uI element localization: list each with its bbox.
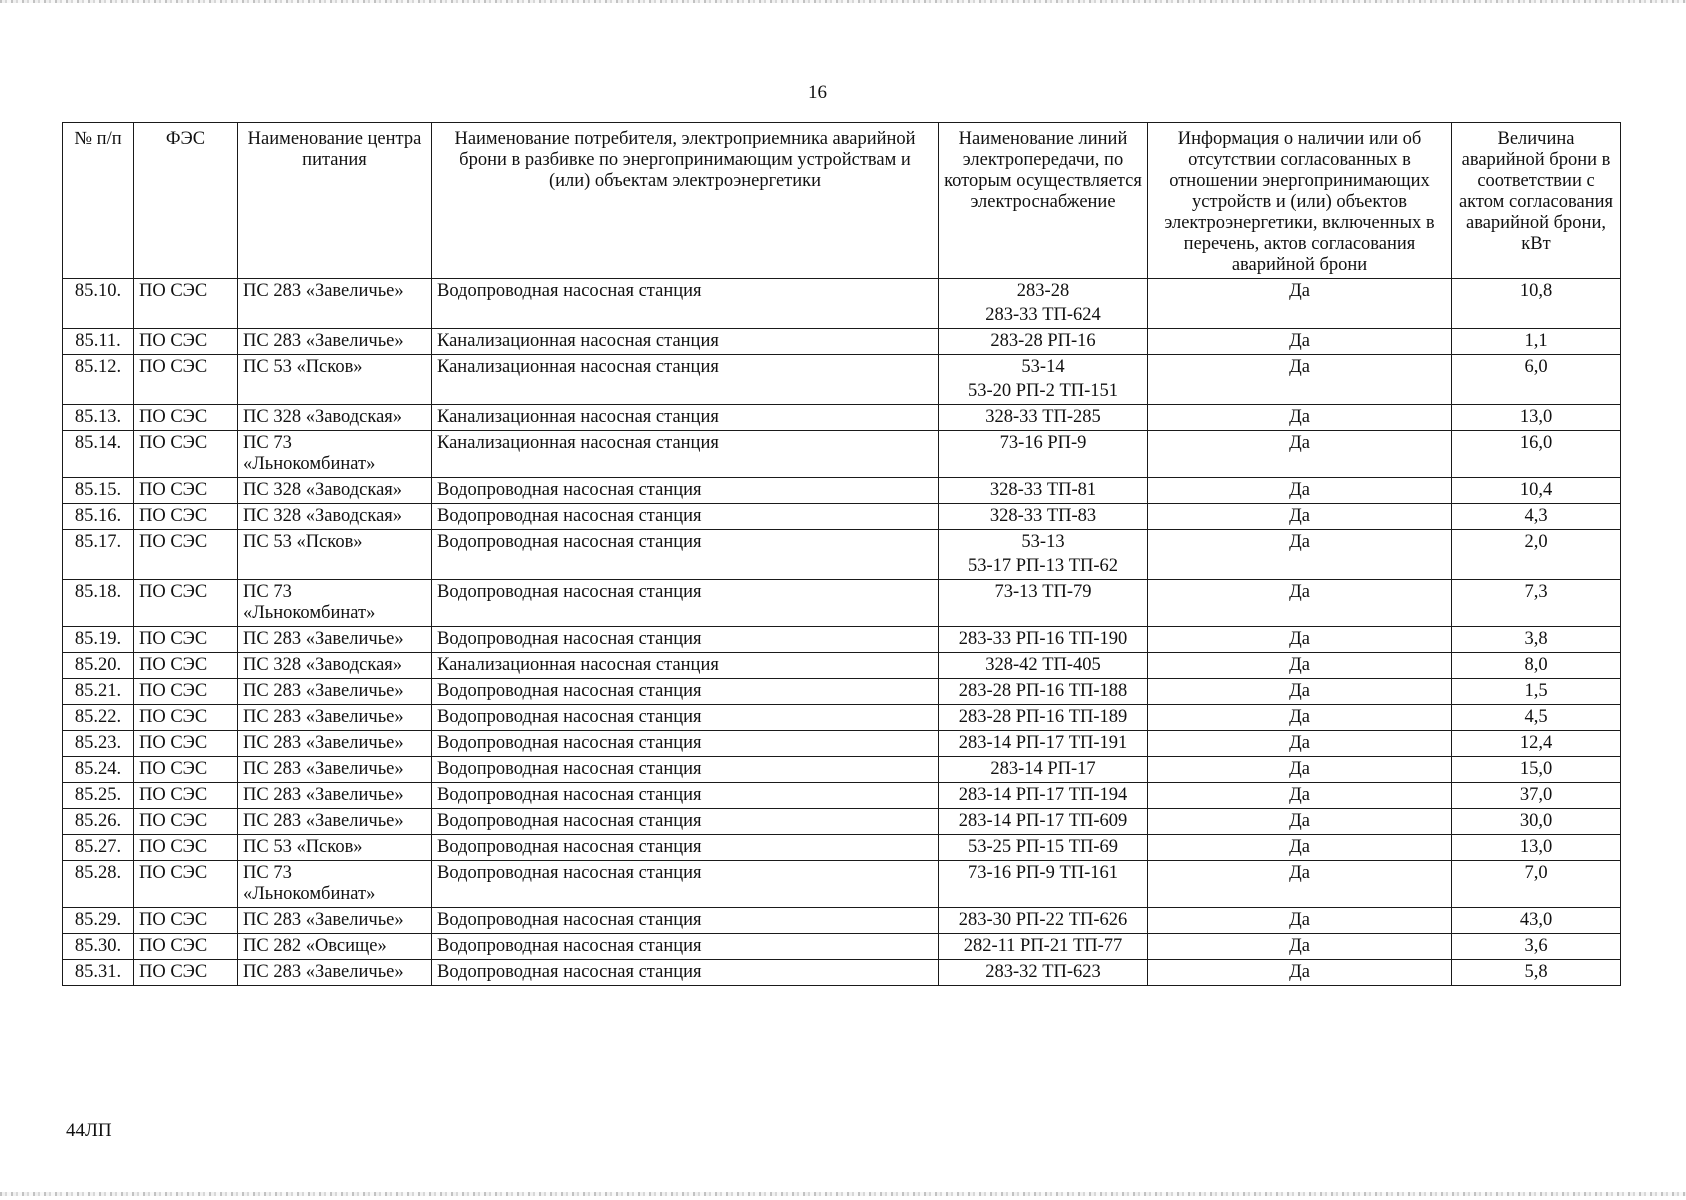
table-row <box>63 279 1621 329</box>
cell-reserve-kw: 2,0 <box>1452 530 1621 580</box>
table-body <box>63 279 1621 986</box>
cell-fes: ПО СЭС <box>134 355 238 405</box>
cell-power-center: ПС 283 «Завеличье» <box>238 960 432 986</box>
cell-reserve-kw: 12,4 <box>1452 731 1621 757</box>
table-row <box>63 504 1621 530</box>
cell-lines <box>939 934 1148 960</box>
cell-fes: ПО СЭС <box>134 431 238 478</box>
cell-consumer: Водопроводная насосная станция <box>432 960 939 986</box>
cell-agreement-info: Да <box>1148 835 1452 861</box>
header-center: Наименование центра питания <box>238 123 432 279</box>
cell-agreement-info: Да <box>1148 934 1452 960</box>
cell-power-center: ПС 283 «Завеличье» <box>238 679 432 705</box>
cell-fes: ПО СЭС <box>134 627 238 653</box>
line-item: 328-33 ТП-81 <box>989 480 1097 500</box>
cell-number: 85.30. <box>63 934 134 960</box>
cell-lines <box>939 705 1148 731</box>
cell-reserve-kw: 3,8 <box>1452 627 1621 653</box>
cell-consumer: Канализационная насосная станция <box>432 405 939 431</box>
cell-consumer: Водопроводная насосная станция <box>432 783 939 809</box>
cell-power-center: ПС 328 «Заводская» <box>238 478 432 504</box>
cell-power-center: ПС 328 «Заводская» <box>238 653 432 679</box>
cell-fes: ПО СЭС <box>134 757 238 783</box>
page-number: 16 <box>808 82 827 103</box>
cell-reserve-kw: 3,6 <box>1452 934 1621 960</box>
cell-agreement-info: Да <box>1148 960 1452 986</box>
cell-lines <box>939 809 1148 835</box>
cell-consumer: Водопроводная насосная станция <box>432 679 939 705</box>
cell-fes: ПО СЭС <box>134 279 238 329</box>
line-item: 53-20 РП-2 ТП-151 <box>967 381 1119 401</box>
cell-lines <box>939 504 1148 530</box>
cell-power-center: ПС 283 «Завеличье» <box>238 279 432 329</box>
cell-agreement-info: Да <box>1148 908 1452 934</box>
document-code: 44ЛП <box>66 1120 112 1141</box>
line-item: 282-11 РП-21 ТП-77 <box>963 936 1123 956</box>
table-row <box>63 908 1621 934</box>
cell-power-center: ПС 73 «Льнокомбинат» <box>238 580 432 627</box>
cell-consumer: Водопроводная насосная станция <box>432 478 939 504</box>
cell-reserve-kw: 8,0 <box>1452 653 1621 679</box>
line-item: 53-17 РП-13 ТП-62 <box>967 556 1119 576</box>
table-row <box>63 783 1621 809</box>
cell-agreement-info: Да <box>1148 478 1452 504</box>
cell-lines <box>939 279 1148 329</box>
table-row <box>63 861 1621 908</box>
line-item: 283-30 РП-22 ТП-626 <box>958 910 1128 930</box>
cell-agreement-info: Да <box>1148 405 1452 431</box>
header-fes: ФЭС <box>134 123 238 279</box>
table-row <box>63 580 1621 627</box>
cell-reserve-kw: 13,0 <box>1452 835 1621 861</box>
cell-reserve-kw: 4,3 <box>1452 504 1621 530</box>
cell-lines <box>939 627 1148 653</box>
cell-fes: ПО СЭС <box>134 783 238 809</box>
line-item: 283-28 <box>1016 281 1070 301</box>
cell-consumer: Водопроводная насосная станция <box>432 908 939 934</box>
cell-reserve-kw: 30,0 <box>1452 809 1621 835</box>
cell-agreement-info: Да <box>1148 783 1452 809</box>
table-row <box>63 405 1621 431</box>
cell-agreement-info: Да <box>1148 329 1452 355</box>
scan-edge-top <box>0 0 1686 3</box>
cell-power-center: ПС 328 «Заводская» <box>238 405 432 431</box>
cell-number: 85.26. <box>63 809 134 835</box>
cell-lines <box>939 783 1148 809</box>
line-item: 53-25 РП-15 ТП-69 <box>967 837 1119 857</box>
cell-power-center: ПС 73 «Льнокомбинат» <box>238 431 432 478</box>
table-row <box>63 355 1621 405</box>
cell-number: 85.13. <box>63 405 134 431</box>
cell-consumer: Водопроводная насосная станция <box>432 809 939 835</box>
cell-consumer: Водопроводная насосная станция <box>432 627 939 653</box>
header-lines: Наименование линий электропередачи, по которым осуществляется электроснабжение <box>939 123 1148 279</box>
cell-number: 85.12. <box>63 355 134 405</box>
line-item: 328-33 ТП-285 <box>985 407 1101 427</box>
table-row <box>63 757 1621 783</box>
table-row <box>63 679 1621 705</box>
cell-number: 85.11. <box>63 329 134 355</box>
cell-number: 85.10. <box>63 279 134 329</box>
cell-power-center: ПС 283 «Завеличье» <box>238 783 432 809</box>
cell-agreement-info: Да <box>1148 355 1452 405</box>
cell-reserve-kw: 1,5 <box>1452 679 1621 705</box>
cell-fes: ПО СЭС <box>134 653 238 679</box>
cell-agreement-info: Да <box>1148 431 1452 478</box>
cell-power-center: ПС 328 «Заводская» <box>238 504 432 530</box>
header-consumer: Наименование потребителя, электроприемника аварийной брони в разбивке по энергопринимающим устройствам и (или) объектам электроэнергетики <box>432 123 939 279</box>
cell-lines <box>939 478 1148 504</box>
header-info: Информация о наличии или об отсутствии согласованных в отношении энергопринимающих устройств и (или) объектов электроэнергетики, включенных в перечень, актов согласования аварийной брони <box>1148 123 1452 279</box>
cell-consumer: Водопроводная насосная станция <box>432 580 939 627</box>
cell-number: 85.29. <box>63 908 134 934</box>
cell-lines <box>939 405 1148 431</box>
cell-number: 85.18. <box>63 580 134 627</box>
cell-lines <box>939 530 1148 580</box>
cell-fes: ПО СЭС <box>134 329 238 355</box>
header-row <box>63 123 1621 279</box>
table-row <box>63 705 1621 731</box>
cell-reserve-kw: 6,0 <box>1452 355 1621 405</box>
cell-number: 85.14. <box>63 431 134 478</box>
cell-reserve-kw: 43,0 <box>1452 908 1621 934</box>
cell-number: 85.23. <box>63 731 134 757</box>
cell-number: 85.16. <box>63 504 134 530</box>
cell-agreement-info: Да <box>1148 279 1452 329</box>
line-item: 73-16 РП-9 <box>999 433 1087 453</box>
cell-consumer: Канализационная насосная станция <box>432 431 939 478</box>
cell-agreement-info: Да <box>1148 627 1452 653</box>
cell-reserve-kw: 1,1 <box>1452 329 1621 355</box>
cell-lines <box>939 653 1148 679</box>
cell-lines <box>939 329 1148 355</box>
cell-lines <box>939 861 1148 908</box>
cell-power-center: ПС 283 «Завеличье» <box>238 329 432 355</box>
line-item: 73-13 ТП-79 <box>994 582 1092 602</box>
cell-fes: ПО СЭС <box>134 731 238 757</box>
cell-number: 85.27. <box>63 835 134 861</box>
cell-fes: ПО СЭС <box>134 478 238 504</box>
cell-lines <box>939 960 1148 986</box>
line-item: 283-28 РП-16 ТП-189 <box>958 707 1128 727</box>
cell-consumer: Водопроводная насосная станция <box>432 731 939 757</box>
cell-lines <box>939 757 1148 783</box>
cell-fes: ПО СЭС <box>134 960 238 986</box>
cell-power-center: ПС 283 «Завеличье» <box>238 757 432 783</box>
table-row <box>63 627 1621 653</box>
line-item: 283-14 РП-17 <box>990 759 1096 779</box>
line-item: 53-13 <box>1021 532 1065 552</box>
cell-power-center: ПС 53 «Псков» <box>238 835 432 861</box>
cell-power-center: ПС 73 «Льнокомбинат» <box>238 861 432 908</box>
cell-power-center: ПС 283 «Завеличье» <box>238 908 432 934</box>
cell-reserve-kw: 10,8 <box>1452 279 1621 329</box>
cell-consumer: Водопроводная насосная станция <box>432 279 939 329</box>
cell-number: 85.22. <box>63 705 134 731</box>
table-row <box>63 431 1621 478</box>
table-row <box>63 530 1621 580</box>
line-item: 283-14 РП-17 ТП-194 <box>958 785 1128 805</box>
line-item: 53-14 <box>1021 357 1065 377</box>
cell-agreement-info: Да <box>1148 580 1452 627</box>
cell-number: 85.28. <box>63 861 134 908</box>
table-row <box>63 329 1621 355</box>
cell-power-center: ПС 53 «Псков» <box>238 530 432 580</box>
cell-agreement-info: Да <box>1148 861 1452 908</box>
cell-fes: ПО СЭС <box>134 934 238 960</box>
cell-fes: ПО СЭС <box>134 530 238 580</box>
cell-consumer: Водопроводная насосная станция <box>432 835 939 861</box>
cell-number: 85.21. <box>63 679 134 705</box>
line-item: 73-16 РП-9 ТП-161 <box>967 863 1119 883</box>
cell-number: 85.19. <box>63 627 134 653</box>
table-row <box>63 478 1621 504</box>
table-header <box>63 123 1621 279</box>
cell-consumer: Канализационная насосная станция <box>432 355 939 405</box>
cell-power-center: ПС 283 «Завеличье» <box>238 705 432 731</box>
cell-agreement-info: Да <box>1148 530 1452 580</box>
scan-edge-bottom <box>0 1192 1686 1196</box>
cell-fes: ПО СЭС <box>134 705 238 731</box>
emergency-reserve-table <box>62 122 1621 986</box>
line-item: 283-32 ТП-623 <box>985 962 1101 982</box>
header-kw: Величина аварийной брони в соответствии с актом согласования аварийной брони, кВт <box>1452 123 1621 279</box>
cell-consumer: Водопроводная насосная станция <box>432 530 939 580</box>
cell-number: 85.31. <box>63 960 134 986</box>
line-item: 328-42 ТП-405 <box>985 655 1101 675</box>
cell-power-center: ПС 283 «Завеличье» <box>238 627 432 653</box>
cell-agreement-info: Да <box>1148 809 1452 835</box>
cell-reserve-kw: 7,0 <box>1452 861 1621 908</box>
cell-consumer: Водопроводная насосная станция <box>432 861 939 908</box>
cell-agreement-info: Да <box>1148 705 1452 731</box>
cell-number: 85.15. <box>63 478 134 504</box>
line-item: 283-28 РП-16 <box>990 331 1096 351</box>
cell-power-center: ПС 283 «Завеличье» <box>238 809 432 835</box>
cell-reserve-kw: 16,0 <box>1452 431 1621 478</box>
cell-power-center: ПС 53 «Псков» <box>238 355 432 405</box>
table-row <box>63 809 1621 835</box>
line-item: 328-33 ТП-83 <box>989 506 1097 526</box>
table-row <box>63 731 1621 757</box>
cell-agreement-info: Да <box>1148 679 1452 705</box>
cell-number: 85.25. <box>63 783 134 809</box>
cell-agreement-info: Да <box>1148 653 1452 679</box>
cell-agreement-info: Да <box>1148 757 1452 783</box>
cell-fes: ПО СЭС <box>134 679 238 705</box>
cell-fes: ПО СЭС <box>134 504 238 530</box>
cell-number: 85.24. <box>63 757 134 783</box>
cell-fes: ПО СЭС <box>134 580 238 627</box>
table-row <box>63 960 1621 986</box>
cell-lines <box>939 908 1148 934</box>
cell-consumer: Канализационная насосная станция <box>432 329 939 355</box>
cell-power-center: ПС 283 «Завеличье» <box>238 731 432 757</box>
cell-power-center: ПС 282 «Овсище» <box>238 934 432 960</box>
cell-number: 85.20. <box>63 653 134 679</box>
line-item: 283-28 РП-16 ТП-188 <box>958 681 1128 701</box>
cell-lines <box>939 731 1148 757</box>
header-no: № п/п <box>63 123 134 279</box>
cell-consumer: Водопроводная насосная станция <box>432 757 939 783</box>
cell-reserve-kw: 5,8 <box>1452 960 1621 986</box>
cell-fes: ПО СЭС <box>134 861 238 908</box>
line-item: 283-14 РП-17 ТП-191 <box>958 733 1128 753</box>
cell-fes: ПО СЭС <box>134 809 238 835</box>
cell-reserve-kw: 37,0 <box>1452 783 1621 809</box>
cell-reserve-kw: 10,4 <box>1452 478 1621 504</box>
cell-agreement-info: Да <box>1148 504 1452 530</box>
cell-reserve-kw: 4,5 <box>1452 705 1621 731</box>
cell-agreement-info: Да <box>1148 731 1452 757</box>
table-row <box>63 934 1621 960</box>
line-item: 283-14 РП-17 ТП-609 <box>958 811 1128 831</box>
cell-reserve-kw: 7,3 <box>1452 580 1621 627</box>
table-row <box>63 653 1621 679</box>
cell-reserve-kw: 15,0 <box>1452 757 1621 783</box>
cell-lines <box>939 355 1148 405</box>
cell-lines <box>939 679 1148 705</box>
cell-lines <box>939 431 1148 478</box>
line-item: 283-33 РП-16 ТП-190 <box>958 629 1128 649</box>
cell-reserve-kw: 13,0 <box>1452 405 1621 431</box>
cell-fes: ПО СЭС <box>134 908 238 934</box>
cell-number: 85.17. <box>63 530 134 580</box>
cell-consumer: Канализационная насосная станция <box>432 653 939 679</box>
line-item: 283-33 ТП-624 <box>985 305 1101 325</box>
table-row <box>63 835 1621 861</box>
cell-fes: ПО СЭС <box>134 835 238 861</box>
cell-lines <box>939 835 1148 861</box>
cell-fes: ПО СЭС <box>134 405 238 431</box>
cell-lines <box>939 580 1148 627</box>
cell-consumer: Водопроводная насосная станция <box>432 705 939 731</box>
cell-consumer: Водопроводная насосная станция <box>432 934 939 960</box>
cell-consumer: Водопроводная насосная станция <box>432 504 939 530</box>
